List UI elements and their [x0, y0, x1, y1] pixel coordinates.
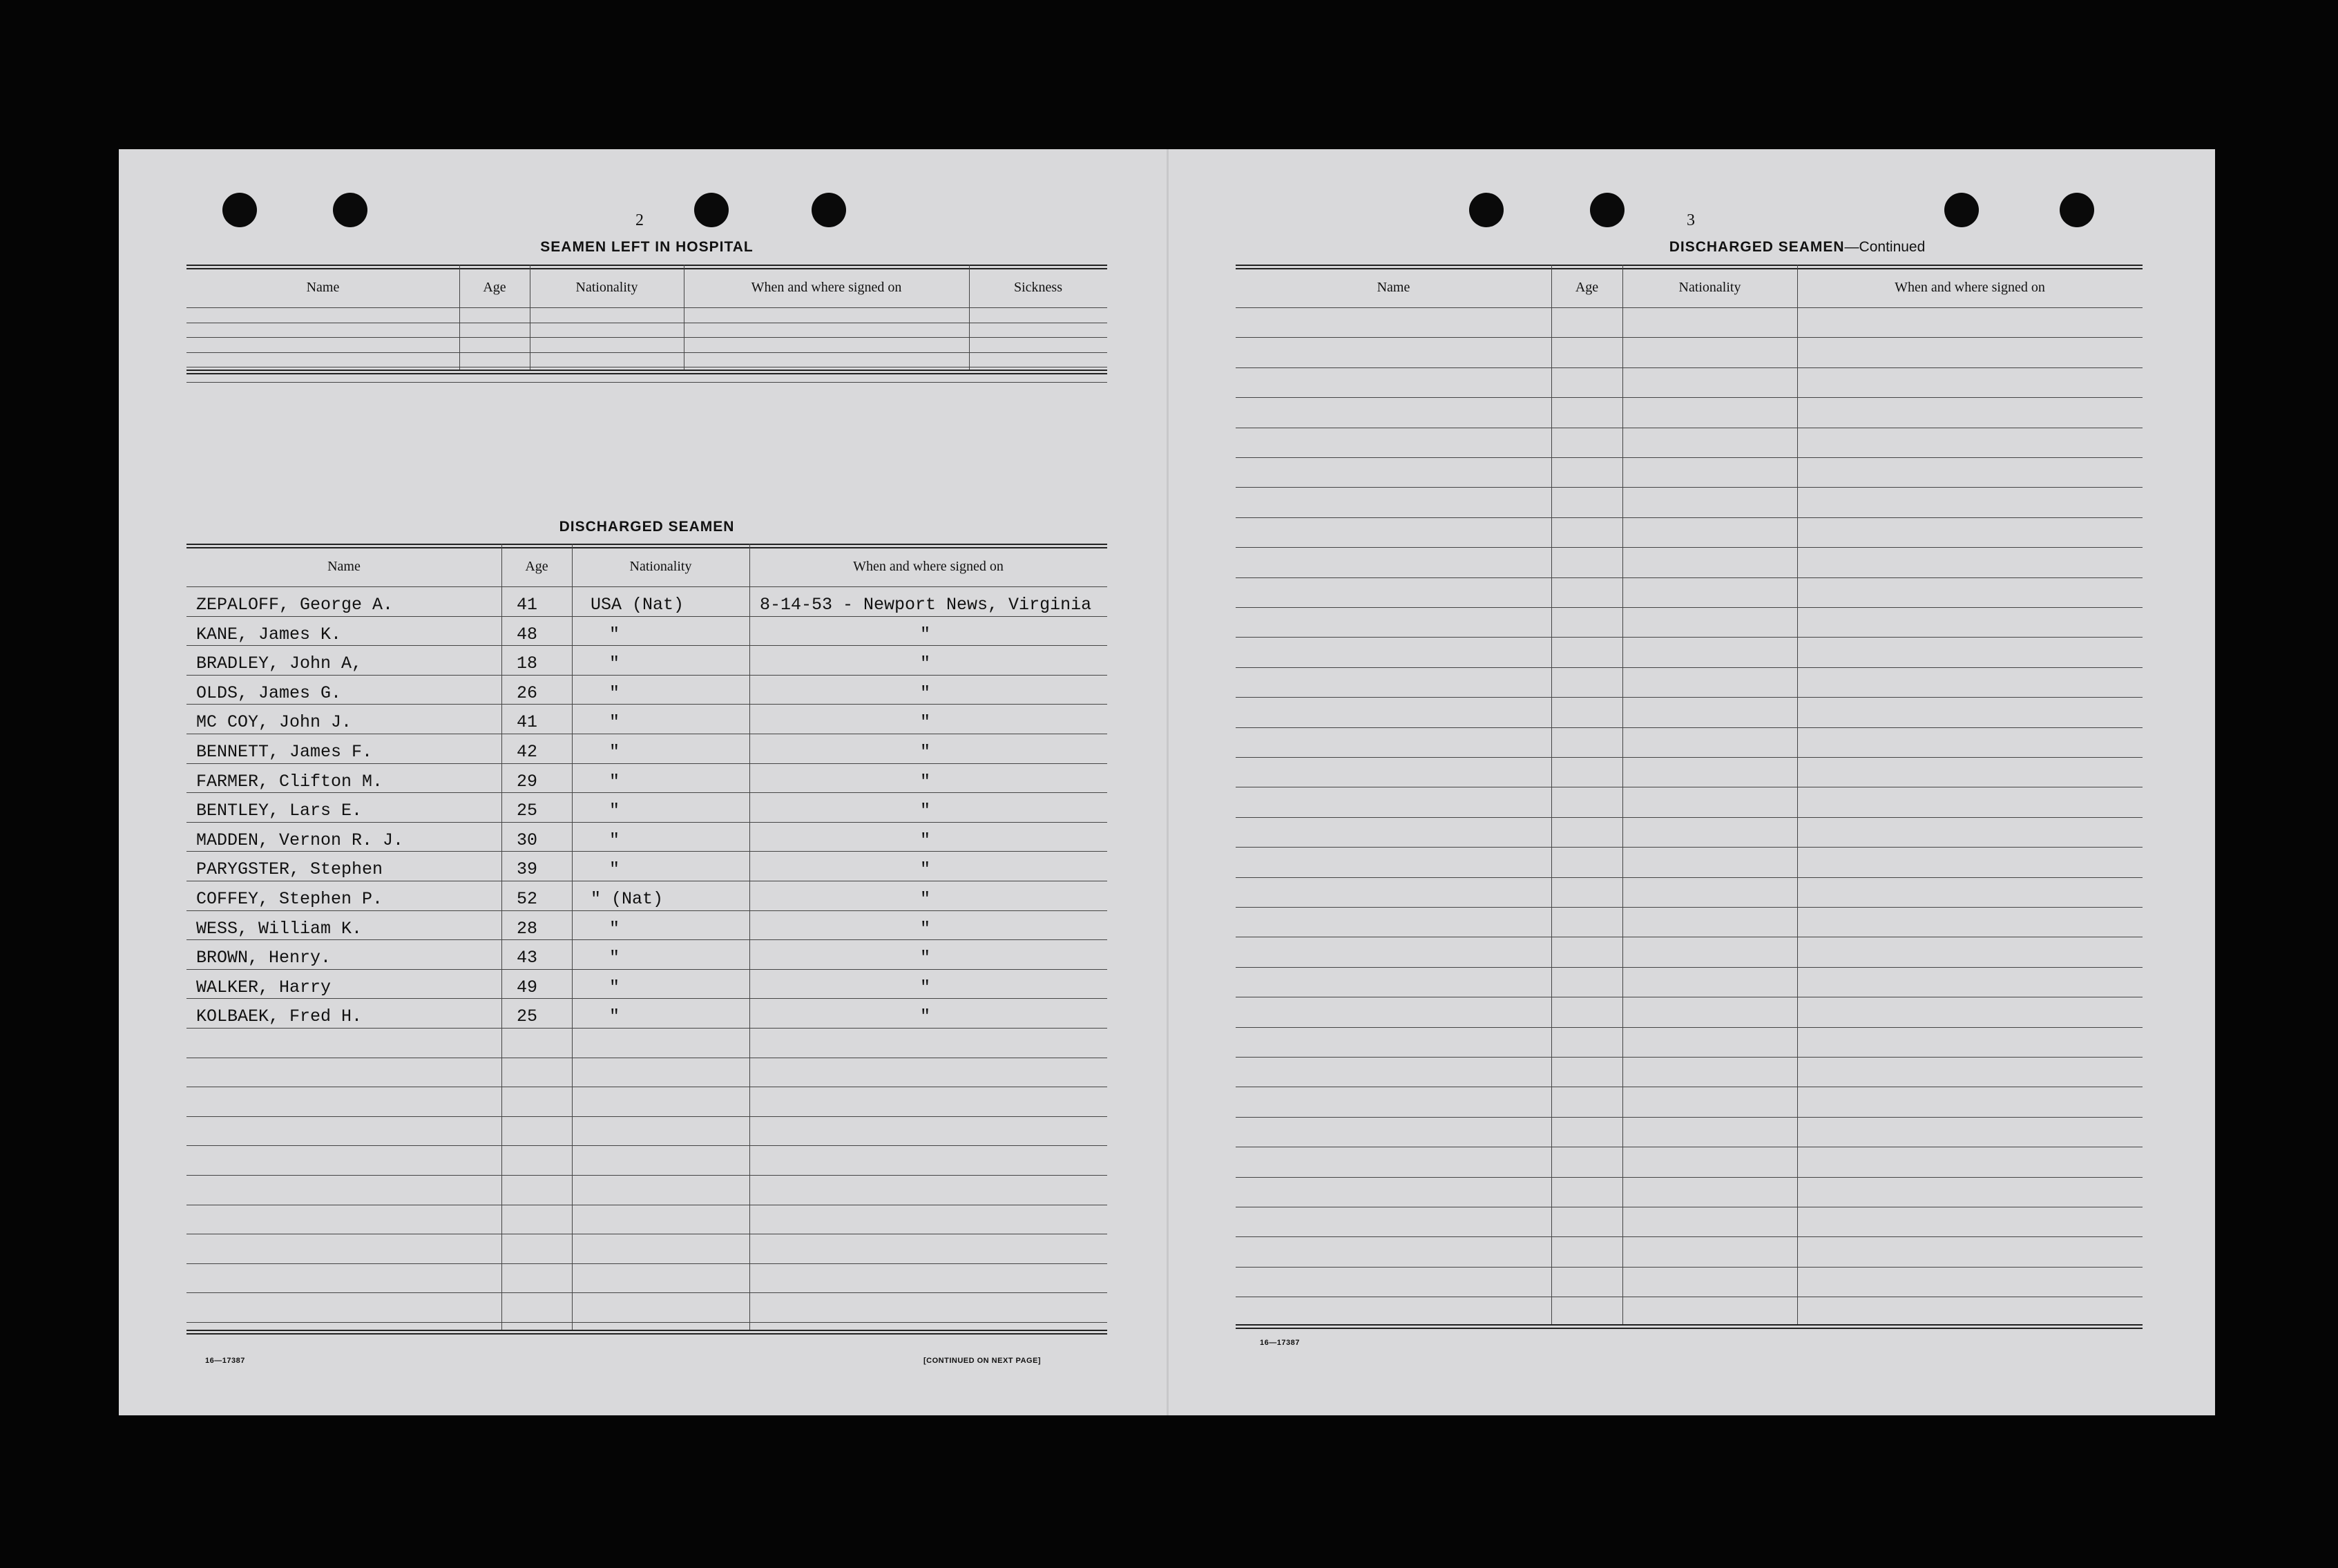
seaman-name: KANE, James K. [196, 624, 342, 644]
continued-note: [CONTINUED ON NEXT PAGE] [923, 1357, 1042, 1365]
seaman-age: 41 [517, 712, 538, 733]
seaman-age: 49 [517, 977, 538, 997]
seaman-nationality: " [609, 918, 620, 939]
column-divider [1797, 265, 1798, 1324]
table-bottom-rule [186, 370, 1107, 374]
row-rule [1236, 1027, 2143, 1028]
row-rule [1236, 667, 2143, 668]
row-rule [1236, 517, 2143, 518]
hospital-title: SEAMEN LEFT IN HOSPITAL [540, 239, 754, 255]
seaman-name: OLDS, James G. [196, 682, 342, 703]
table-top-rule [1236, 265, 2143, 269]
row-rule [1236, 697, 2143, 698]
seaman-age: 25 [517, 801, 538, 821]
seaman-signed-on: " [920, 801, 931, 821]
seaman-signed-on: " [920, 889, 931, 909]
punch-hole [1469, 193, 1504, 227]
punch-hole [2060, 193, 2094, 227]
left-footer-code: 16—17387 [205, 1357, 245, 1365]
right-footer-code: 16—17387 [1260, 1339, 1300, 1347]
column-divider [459, 265, 460, 370]
discharged-title: DISCHARGED SEAMEN [559, 519, 735, 535]
row-rule [186, 1145, 1107, 1146]
row-rule [1236, 727, 2143, 728]
column-header: When and where signed on [853, 559, 1004, 574]
column-header: When and where signed on [1895, 280, 2045, 295]
continued-table [1236, 265, 2143, 1335]
seaman-nationality: " [609, 801, 620, 821]
seaman-nationality: " [609, 712, 620, 733]
seaman-age: 26 [517, 682, 538, 703]
header-rule [186, 586, 1107, 587]
column-header: Age [483, 280, 506, 295]
right-page-number: 3 [1687, 211, 1695, 229]
table-row [186, 977, 1107, 1004]
seaman-name: KOLBAEK, Fred H. [196, 1006, 363, 1027]
continued-title [1535, 239, 2060, 256]
seaman-nationality: " [609, 830, 620, 850]
column-header: When and where signed on [751, 280, 902, 295]
seaman-age: 25 [517, 1006, 538, 1027]
row-rule [1236, 1236, 2143, 1237]
row-rule [186, 352, 1107, 353]
seaman-name: COFFEY, Stephen P. [196, 889, 383, 909]
seaman-nationality: " [609, 624, 620, 644]
table-row [186, 801, 1107, 827]
seaman-age: 41 [517, 595, 538, 615]
column-header: Nationality [629, 559, 692, 574]
row-rule [1236, 577, 2143, 578]
row-rule [1236, 1267, 2143, 1268]
seaman-age: 39 [517, 859, 538, 880]
seaman-nationality: " [609, 653, 620, 674]
table-bottom-rule [186, 1330, 1107, 1335]
row-rule [1236, 817, 2143, 818]
row-rule [1236, 847, 2143, 848]
column-header: Name [327, 559, 361, 574]
seaman-age: 48 [517, 624, 538, 644]
seaman-age: 28 [517, 918, 538, 939]
punch-hole [222, 193, 257, 227]
seaman-signed-on: " [920, 682, 931, 703]
table-row [186, 919, 1107, 945]
seaman-nationality: " [609, 742, 620, 762]
table-row [186, 830, 1107, 857]
seaman-nationality: " [609, 859, 620, 880]
table-row [186, 859, 1107, 886]
seaman-name: WALKER, Harry [196, 977, 332, 997]
row-rule [1236, 757, 2143, 758]
seaman-nationality: " [609, 682, 620, 703]
row-rule [1236, 1117, 2143, 1118]
table-row [186, 712, 1107, 738]
table-row [186, 772, 1107, 798]
column-divider [969, 265, 970, 370]
seaman-signed-on: " [920, 918, 931, 939]
center-fold [1167, 149, 1169, 1415]
table-row [186, 889, 1107, 915]
seaman-signed-on: " [920, 712, 931, 733]
seaman-nationality: " [609, 977, 620, 997]
row-rule [186, 1116, 1107, 1117]
left-page-number: 2 [635, 211, 644, 229]
table-row [186, 948, 1107, 974]
row-rule [1236, 1177, 2143, 1178]
row-rule [186, 1322, 1107, 1323]
seaman-name: BENTLEY, Lars E. [196, 801, 363, 821]
continued-title-main: DISCHARGED SEAMEN [1669, 239, 1845, 255]
column-header: Name [306, 280, 340, 295]
row-rule [186, 1175, 1107, 1176]
seaman-signed-on: " [920, 830, 931, 850]
row-rule [1236, 907, 2143, 908]
table-row [186, 595, 1107, 621]
seaman-name: PARYGSTER, Stephen [196, 859, 383, 880]
seaman-age: 52 [517, 889, 538, 909]
seaman-name: ZEPALOFF, George A. [196, 595, 394, 615]
row-rule [1236, 547, 2143, 548]
column-header: Nationality [1678, 280, 1741, 295]
header-rule [1236, 307, 2143, 308]
row-rule [1236, 637, 2143, 638]
row-rule [186, 1263, 1107, 1264]
continued-title-suffix: —Continued [1844, 239, 1926, 255]
seaman-name: BROWN, Henry. [196, 948, 332, 968]
column-divider [1622, 265, 1623, 1324]
seaman-signed-on: " [920, 977, 931, 997]
table-row [186, 1006, 1107, 1033]
row-rule [186, 337, 1107, 338]
row-rule [1236, 367, 2143, 368]
seaman-signed-on: " [920, 624, 931, 644]
punch-hole [812, 193, 846, 227]
row-rule [1236, 877, 2143, 878]
form-sheet [119, 149, 2215, 1415]
punch-hole [1590, 193, 1625, 227]
seaman-age: 43 [517, 948, 538, 968]
seaman-age: 42 [517, 742, 538, 762]
table-row [186, 683, 1107, 709]
seaman-name: BENNETT, James F. [196, 742, 373, 762]
discharged-table [186, 544, 1107, 1348]
seaman-signed-on: " [920, 948, 931, 968]
column-header: Age [1575, 280, 1599, 295]
row-rule [1236, 487, 2143, 488]
punch-hole [694, 193, 729, 227]
row-rule [1236, 457, 2143, 458]
row-rule [1236, 337, 2143, 338]
table-bottom-rule [1236, 1324, 2143, 1329]
seaman-signed-on: " [920, 771, 931, 792]
seaman-name: WESS, William K. [196, 918, 363, 939]
row-rule [186, 1292, 1107, 1293]
row-rule [1236, 607, 2143, 608]
seaman-nationality: " [609, 1006, 620, 1027]
seaman-signed-on: " [920, 653, 931, 674]
seaman-name: MADDEN, Vernon R. J. [196, 830, 404, 850]
column-divider [1551, 265, 1552, 1324]
seaman-age: 30 [517, 830, 538, 850]
seaman-nationality: USA (Nat) [591, 595, 684, 615]
row-rule [1236, 397, 2143, 398]
column-header: Nationality [575, 280, 638, 295]
column-header: Age [525, 559, 548, 574]
row-rule [1236, 967, 2143, 968]
table-row [186, 653, 1107, 680]
seaman-signed-on: " [920, 742, 931, 762]
seaman-signed-on: 8-14-53 - Newport News, Virginia [760, 595, 1092, 615]
seaman-name: MC COY, John J. [196, 712, 352, 733]
seaman-age: 18 [517, 653, 538, 674]
seaman-name: FARMER, Clifton M. [196, 771, 383, 792]
seaman-signed-on: " [920, 859, 931, 880]
punch-hole [1944, 193, 1979, 227]
table-row [186, 624, 1107, 651]
seaman-nationality: " (Nat) [591, 889, 664, 909]
seaman-signed-on: " [920, 1006, 931, 1027]
table-top-rule [186, 544, 1107, 548]
seaman-nationality: " [609, 948, 620, 968]
seaman-nationality: " [609, 771, 620, 792]
column-header: Sickness [1014, 280, 1062, 295]
punch-hole [333, 193, 367, 227]
column-header: Name [1377, 280, 1410, 295]
row-rule [1236, 1057, 2143, 1058]
seaman-age: 29 [517, 771, 538, 792]
table-row [186, 742, 1107, 768]
seaman-name: BRADLEY, John A, [196, 653, 363, 674]
row-rule [186, 382, 1107, 383]
